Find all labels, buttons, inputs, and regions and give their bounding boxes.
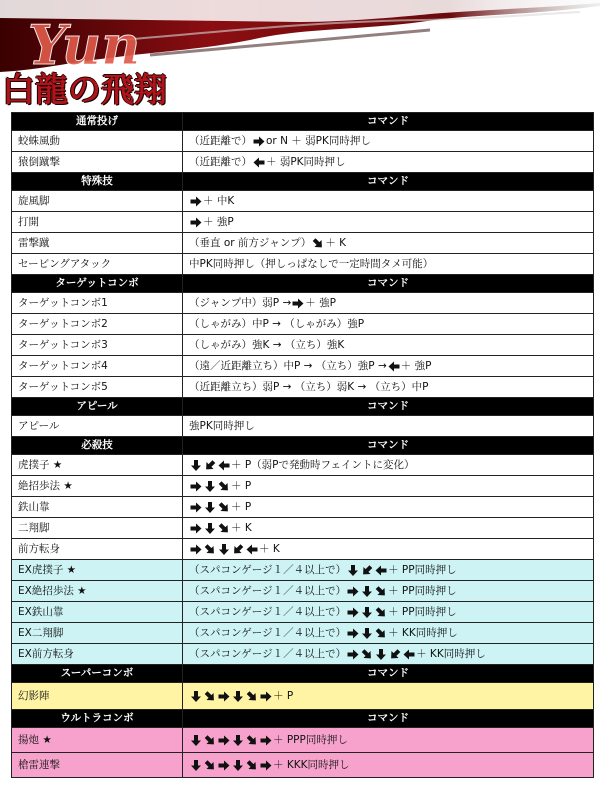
move-row bbox=[12, 335, 594, 356]
command-text: （スパコンゲージ１／４以上で） bbox=[189, 647, 347, 660]
down-arrow-icon bbox=[375, 649, 387, 660]
left-arrow-icon bbox=[253, 157, 265, 168]
downright-arrow-icon bbox=[375, 628, 387, 639]
right-arrow-icon bbox=[218, 691, 230, 702]
command-text: ＋ 強P bbox=[400, 359, 432, 372]
move-row bbox=[12, 476, 594, 497]
right-arrow-icon bbox=[253, 136, 265, 147]
downleft-arrow-icon bbox=[232, 544, 244, 555]
move-name: 鉄山靠 bbox=[12, 497, 183, 518]
section-name: アピール bbox=[12, 398, 183, 416]
move-row bbox=[12, 233, 594, 254]
section-command-header: コマンド bbox=[183, 173, 594, 191]
downleft-arrow-icon bbox=[204, 460, 216, 471]
command-text: ＋ 中K bbox=[203, 194, 235, 207]
move-command bbox=[183, 728, 594, 753]
move-name: セービングアタック bbox=[12, 254, 183, 275]
move-row bbox=[12, 602, 594, 623]
move-name: 絶招歩法 ★ bbox=[12, 476, 183, 497]
command-text: ＋ P（弱Pで発動時フェイントに変化） bbox=[231, 458, 415, 471]
down-arrow-icon bbox=[361, 607, 373, 618]
section-command-header: コマンド bbox=[183, 437, 594, 455]
move-row bbox=[12, 293, 594, 314]
down-arrow-icon bbox=[232, 760, 244, 771]
move-command bbox=[183, 602, 594, 623]
downright-arrow-icon bbox=[218, 502, 230, 513]
right-arrow-icon bbox=[260, 735, 272, 746]
downright-arrow-icon bbox=[246, 691, 258, 702]
right-arrow-icon bbox=[347, 607, 359, 618]
move-command bbox=[183, 377, 594, 398]
down-arrow-icon bbox=[204, 502, 216, 513]
command-text: ＋ P bbox=[231, 479, 252, 492]
left-arrow-icon bbox=[403, 649, 415, 660]
down-arrow-icon bbox=[190, 460, 202, 471]
section-name: 通常投げ bbox=[12, 113, 183, 131]
down-arrow-icon bbox=[190, 760, 202, 771]
move-command bbox=[183, 455, 594, 476]
move-name: ターゲットコンボ1 bbox=[12, 293, 183, 314]
move-name: ターゲットコンボ3 bbox=[12, 335, 183, 356]
section-header bbox=[12, 437, 594, 455]
move-row bbox=[12, 623, 594, 644]
section-header bbox=[12, 113, 594, 131]
move-name: 槍雷連撃 bbox=[12, 753, 183, 778]
move-name: 雷撃蹴 bbox=[12, 233, 183, 254]
command-text: （近距離立ち）弱P → （立ち）弱K → （立ち）中P bbox=[189, 380, 429, 393]
move-command bbox=[183, 581, 594, 602]
command-text: （しゃがみ）中P → （しゃがみ）強P bbox=[189, 317, 365, 330]
move-command bbox=[183, 518, 594, 539]
move-row bbox=[12, 644, 594, 665]
move-name: 虎撲子 ★ bbox=[12, 455, 183, 476]
command-text: ＋ K bbox=[231, 521, 252, 534]
right-arrow-icon bbox=[190, 523, 202, 534]
right-arrow-icon bbox=[260, 691, 272, 702]
move-command bbox=[183, 233, 594, 254]
downleft-arrow-icon bbox=[389, 649, 401, 660]
logo-text: Yun bbox=[28, 13, 141, 77]
section-name: スーパーコンボ bbox=[12, 665, 183, 683]
move-row bbox=[12, 212, 594, 233]
move-command bbox=[183, 539, 594, 560]
command-text: 強PK同時押し bbox=[189, 419, 255, 432]
command-text: ＋ 弱PK同時押し bbox=[266, 155, 346, 168]
downright-arrow-icon bbox=[204, 691, 216, 702]
downleft-arrow-icon bbox=[361, 565, 373, 576]
move-command bbox=[183, 753, 594, 778]
command-text: ＋ PP同時押し bbox=[388, 563, 457, 576]
left-arrow-icon bbox=[375, 565, 387, 576]
command-text: （遠／近距離立ち）中P → （立ち）強P → bbox=[189, 359, 387, 372]
command-text: （しゃがみ）強K → （立ち）強K bbox=[189, 338, 345, 351]
move-name: 旋風脚 bbox=[12, 191, 183, 212]
down-arrow-icon bbox=[218, 544, 230, 555]
move-row bbox=[12, 753, 594, 778]
command-text: ＋ PPP同時押し bbox=[273, 733, 348, 746]
move-row bbox=[12, 416, 594, 437]
command-text: 中PK同時押し（押しっぱなしで一定時間タメ可能） bbox=[189, 257, 434, 270]
command-text: （近距離で） bbox=[189, 155, 252, 168]
section-name: ターゲットコンボ bbox=[12, 275, 183, 293]
move-row bbox=[12, 728, 594, 753]
downright-arrow-icon bbox=[375, 586, 387, 597]
move-row bbox=[12, 314, 594, 335]
command-text: （スパコンゲージ１／４以上で） bbox=[189, 584, 347, 597]
down-arrow-icon bbox=[204, 523, 216, 534]
downright-arrow-icon bbox=[361, 649, 373, 660]
downright-arrow-icon bbox=[204, 735, 216, 746]
move-command bbox=[183, 560, 594, 581]
move-row bbox=[12, 683, 594, 710]
command-text: （スパコンゲージ１／４以上で） bbox=[189, 563, 347, 576]
move-command bbox=[183, 356, 594, 377]
down-arrow-icon bbox=[347, 565, 359, 576]
move-row bbox=[12, 497, 594, 518]
page-header bbox=[0, 0, 600, 114]
move-command bbox=[183, 416, 594, 437]
page-title: 白龍の飛翔 bbox=[2, 70, 167, 109]
section-command-header: コマンド bbox=[183, 710, 594, 728]
move-name: 二翔脚 bbox=[12, 518, 183, 539]
command-text: ＋ PP同時押し bbox=[388, 605, 457, 618]
command-text: ＋ KK同時押し bbox=[388, 626, 458, 639]
downright-arrow-icon bbox=[204, 544, 216, 555]
right-arrow-icon bbox=[190, 544, 202, 555]
command-text: （スパコンゲージ１／４以上で） bbox=[189, 605, 347, 618]
move-row bbox=[12, 254, 594, 275]
downright-arrow-icon bbox=[375, 607, 387, 618]
move-name: EX鉄山靠 bbox=[12, 602, 183, 623]
move-command bbox=[183, 131, 594, 152]
move-name: 幻影陣 bbox=[12, 683, 183, 710]
move-command bbox=[183, 335, 594, 356]
move-row bbox=[12, 455, 594, 476]
section-command-header: コマンド bbox=[183, 665, 594, 683]
command-text: （垂直 or 前方ジャンプ） bbox=[189, 236, 312, 249]
move-command bbox=[183, 254, 594, 275]
move-row bbox=[12, 581, 594, 602]
command-text: ＋ K bbox=[325, 236, 347, 249]
move-name: EX二翔脚 bbox=[12, 623, 183, 644]
section-header bbox=[12, 173, 594, 191]
section-header bbox=[12, 398, 594, 416]
move-command bbox=[183, 623, 594, 644]
move-name: ターゲットコンボ4 bbox=[12, 356, 183, 377]
move-command bbox=[183, 212, 594, 233]
section-name: 特殊技 bbox=[12, 173, 183, 191]
downright-arrow-icon bbox=[204, 760, 216, 771]
right-arrow-icon bbox=[347, 649, 359, 660]
right-arrow-icon bbox=[190, 502, 202, 513]
right-arrow-icon bbox=[218, 760, 230, 771]
command-text: （スパコンゲージ１／４以上で） bbox=[189, 626, 347, 639]
move-command bbox=[183, 476, 594, 497]
downright-arrow-icon bbox=[218, 481, 230, 492]
move-row bbox=[12, 356, 594, 377]
section-header bbox=[12, 275, 594, 293]
command-text: （近距離で） bbox=[189, 134, 252, 147]
move-name: EX虎撲子 ★ bbox=[12, 560, 183, 581]
section-name: 必殺技 bbox=[12, 437, 183, 455]
right-arrow-icon bbox=[347, 586, 359, 597]
right-arrow-icon bbox=[218, 735, 230, 746]
command-text: ＋ 強P bbox=[203, 215, 234, 228]
right-arrow-icon bbox=[292, 298, 304, 309]
move-row bbox=[12, 131, 594, 152]
command-text: ＋ PP同時押し bbox=[388, 584, 457, 597]
right-arrow-icon bbox=[190, 481, 202, 492]
down-arrow-icon bbox=[190, 735, 202, 746]
command-text: ＋ P bbox=[231, 500, 252, 513]
command-text: or N ＋ 弱PK同時押し bbox=[266, 134, 371, 147]
command-text: （ジャンプ中）弱P → bbox=[189, 296, 292, 309]
move-name: アピール bbox=[12, 416, 183, 437]
move-command bbox=[183, 293, 594, 314]
down-arrow-icon bbox=[204, 481, 216, 492]
move-command bbox=[183, 683, 594, 710]
section-header bbox=[12, 665, 594, 683]
left-arrow-icon bbox=[218, 460, 230, 471]
move-row bbox=[12, 152, 594, 173]
move-list-table bbox=[11, 112, 594, 778]
command-text: ＋ P bbox=[273, 689, 294, 702]
move-name: ターゲットコンボ2 bbox=[12, 314, 183, 335]
right-arrow-icon bbox=[347, 628, 359, 639]
command-text: ＋ K bbox=[259, 542, 280, 555]
move-name: EX前方転身 bbox=[12, 644, 183, 665]
move-command bbox=[183, 152, 594, 173]
left-arrow-icon bbox=[388, 361, 400, 372]
command-text: ＋ 強P bbox=[305, 296, 336, 309]
left-arrow-icon bbox=[246, 544, 258, 555]
downright-arrow-icon bbox=[246, 735, 258, 746]
down-arrow-icon bbox=[361, 586, 373, 597]
section-command-header: コマンド bbox=[183, 275, 594, 293]
move-row bbox=[12, 518, 594, 539]
move-command bbox=[183, 497, 594, 518]
move-name: 打開 bbox=[12, 212, 183, 233]
move-row bbox=[12, 191, 594, 212]
downright-arrow-icon bbox=[312, 238, 324, 249]
move-row bbox=[12, 560, 594, 581]
down-arrow-icon bbox=[232, 691, 244, 702]
down-arrow-icon bbox=[190, 691, 202, 702]
move-row bbox=[12, 539, 594, 560]
move-name: 前方転身 bbox=[12, 539, 183, 560]
move-command bbox=[183, 191, 594, 212]
right-arrow-icon bbox=[190, 217, 202, 228]
right-arrow-icon bbox=[190, 196, 202, 207]
downright-arrow-icon bbox=[218, 523, 230, 534]
section-command-header: コマンド bbox=[183, 113, 594, 131]
command-text: ＋ KKK同時押し bbox=[273, 758, 350, 771]
down-arrow-icon bbox=[232, 735, 244, 746]
move-row bbox=[12, 377, 594, 398]
command-text: ＋ KK同時押し bbox=[416, 647, 486, 660]
downright-arrow-icon bbox=[246, 760, 258, 771]
move-command bbox=[183, 644, 594, 665]
move-name: ターゲットコンボ5 bbox=[12, 377, 183, 398]
move-name: EX絶招歩法 ★ bbox=[12, 581, 183, 602]
move-command bbox=[183, 314, 594, 335]
section-header bbox=[12, 710, 594, 728]
move-name: 蛟蛛風動 bbox=[12, 131, 183, 152]
right-arrow-icon bbox=[260, 760, 272, 771]
section-name: ウルトラコンボ bbox=[12, 710, 183, 728]
move-name: 揚炮 ★ bbox=[12, 728, 183, 753]
section-command-header: コマンド bbox=[183, 398, 594, 416]
down-arrow-icon bbox=[361, 628, 373, 639]
move-name: 猿倒蹴撃 bbox=[12, 152, 183, 173]
